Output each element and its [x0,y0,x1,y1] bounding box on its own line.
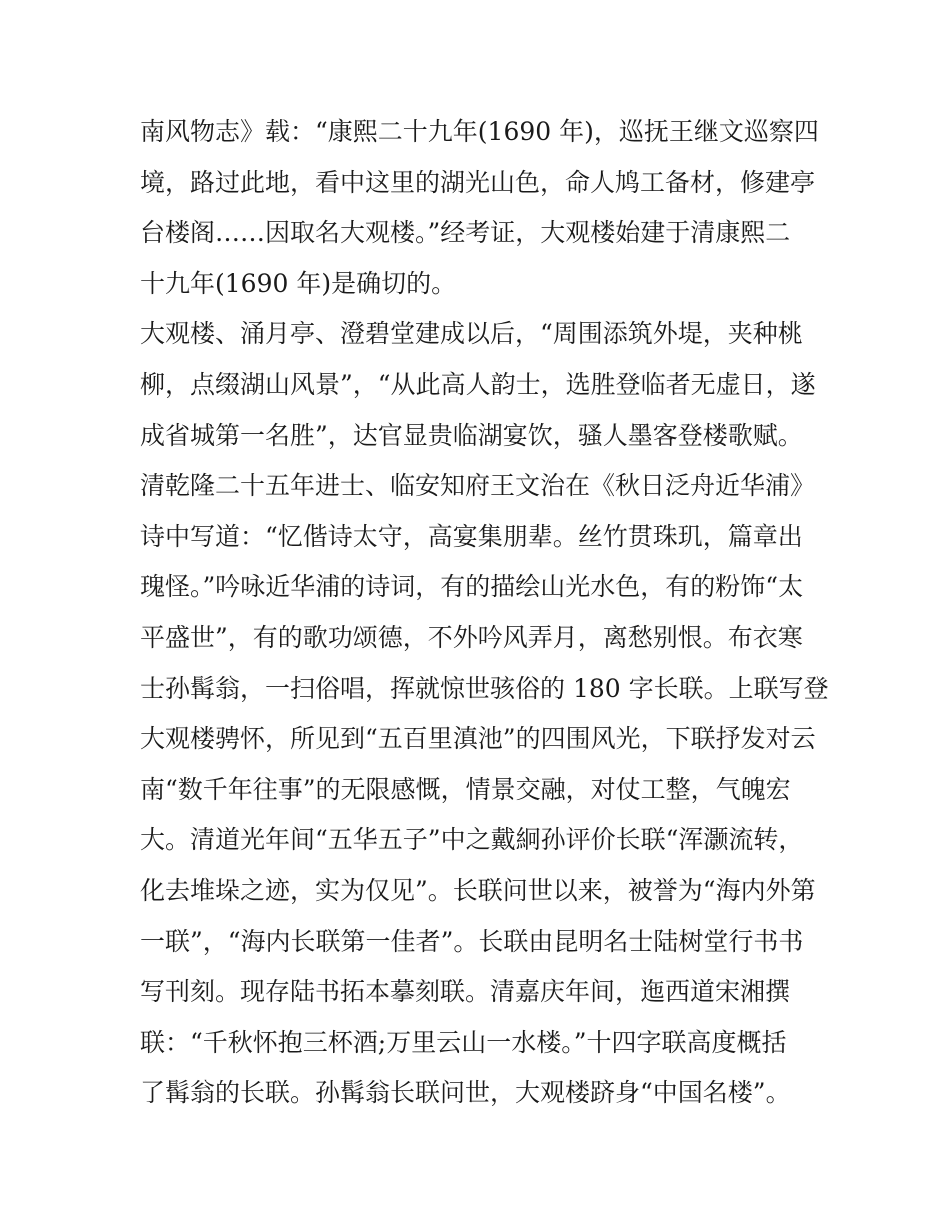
text-line: 一联”，“海内长联第一佳者”。长联由昆明名士陆树堂行书书 [140,926,804,956]
text-line: 柳，点缀湖山风景”，“从此高人韵士，选胜登临者无虚日，遂 [140,369,816,399]
text-line: 南风物志》载：“康熙二十九年(1690 年)，巡抚王继文巡察四 [140,117,819,146]
text-line: 大观楼、涌月亭、澄碧堂建成以后，“周围添筑外堤，夹种桃 [140,319,803,349]
text-line: 了髯翁的长联。孙髯翁长联问世，大观楼跻身“中国名楼”。 [140,1078,791,1108]
text-line: 化去堆垛之迹，实为仅见”。长联问世以来，被誉为“海内外第 [140,875,816,905]
text-line: 大。清道光年间“五华五子”中之戴絅孙评价长联“浑灏流转， [140,825,804,855]
text-line: 十九年(1690 年)是确切的。 [140,268,457,298]
body-text [140,107,830,1119]
text-line: 士孙髯翁，一扫俗唱，挥就惊世骇俗的 180 字长联。上联写登 [140,673,829,703]
text-line: 联：“千秋怀抱三杯酒;万里云山一水楼。”十四字联高度概括 [140,1027,787,1057]
text-line: 诗中写道：“忆偕诗太守，高宴集朋辈。丝竹贯珠玑，篇章出 [140,521,803,551]
text-line: 清乾隆二十五年进士、临安知府王文治在《秋日泛舟近华浦》 [140,471,816,501]
text-line: 境，路过此地，看中这里的湖光山色，命人鸠工备材，修建亭 [140,167,816,197]
text-line: 瑰怪。”吟咏近华浦的诗词，有的描绘山光水色，有的粉饰“太 [140,572,804,602]
text-line: 平盛世”，有的歌功颂德，不外吟风弄月，离愁别恨。布衣寒 [140,622,803,652]
text-line: 成省城第一名胜”，达官显贵临湖宴饮，骚人墨客登楼歌赋。 [140,420,803,450]
text-line: 台楼阁……因取名大观楼。”经考证，大观楼始建于清康熙二 [140,218,791,248]
text-line: 南“数千年往事”的无限感慨，情景交融，对仗工整，气魄宏 [140,774,791,804]
text-line: 写刊刻。现存陆书拓本摹刻联。清嘉庆年间，迤西道宋湘撰 [140,977,791,1007]
text-line: 大观楼骋怀，所见到“五百里滇池”的四围风光，下联抒发对云 [140,724,816,754]
